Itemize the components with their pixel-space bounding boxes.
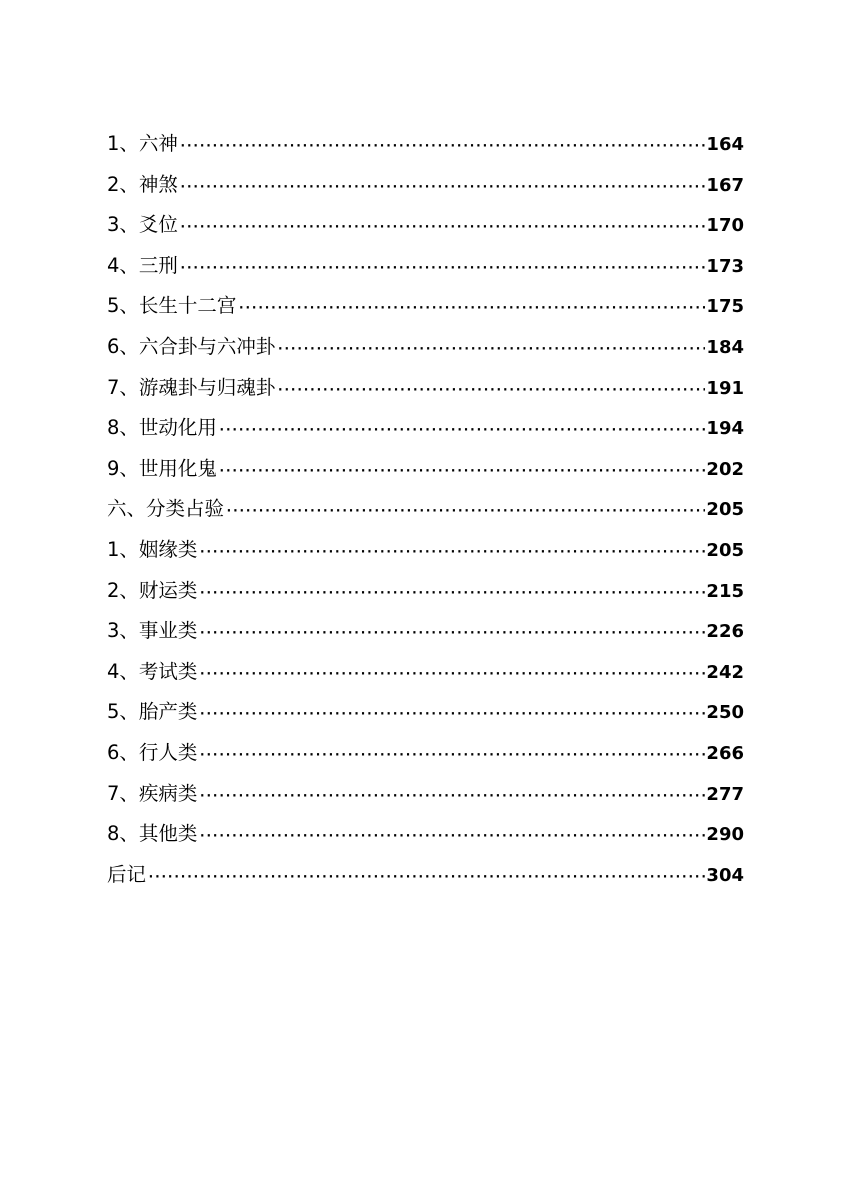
toc-leader-dots [218,452,706,493]
toc-entry-title: 六、分类占验 [107,497,225,521]
toc-leader-dots [198,777,705,818]
toc-entry-page: 277 [706,783,744,805]
toc-entry-title: 4、三刑 [107,253,178,277]
toc-leader-dots [237,289,705,330]
toc-entry-page: 290 [706,824,744,846]
toc-entry-title: 9、世用化鬼 [107,456,217,480]
toc-leader-dots [276,371,705,412]
toc-entry-page: 205 [706,499,744,521]
toc-entry-page: 164 [706,134,744,155]
toc-entry [107,814,744,855]
toc-entry-page: 205 [706,539,744,561]
toc-leader-dots [276,330,705,371]
toc-entry-title: 4、考试类 [107,659,198,683]
toc-entry [107,855,744,896]
toc-entry-page: 242 [706,661,744,683]
toc-leader-dots [198,574,705,615]
toc-entry [107,571,744,612]
toc-entry-page: 266 [706,742,744,764]
toc-entry-page: 175 [706,296,744,318]
toc-entry [107,530,744,571]
toc-entry-page: 202 [706,458,744,480]
toc-leader-dots [198,655,705,696]
toc-entry-title: 5、胎产类 [107,700,198,724]
toc-entry-page: 215 [706,580,744,602]
toc-entry-title: 6、行人类 [107,740,198,764]
toc-entry-title: 8、世动化用 [107,416,217,440]
toc-entry [107,692,744,733]
toc-entry [107,368,744,409]
toc-entry-page: 304 [706,864,744,886]
toc-leader-dots [225,492,705,533]
toc-entry-title: 6、六合卦与六冲卦 [107,334,276,358]
toc-entry-title: 5、长生十二宫 [107,294,237,318]
toc-entry-title: 8、其他类 [107,822,198,846]
toc-entry [107,246,744,287]
toc-entry [107,286,744,327]
toc-entry-page: 173 [706,255,744,277]
toc-leader-dots [198,817,705,858]
toc-section-heading [107,489,744,530]
toc-entry-page: 170 [706,215,744,237]
toc-entry-page: 184 [706,336,744,358]
toc-entry-page: 194 [706,418,744,440]
toc-entry [107,205,744,246]
toc-leader-dots [179,249,706,290]
toc-entry [107,774,744,815]
toc-entry [107,327,744,368]
toc-entry-page: 226 [706,621,744,643]
toc-entry [107,124,744,165]
toc-entry [107,449,744,490]
toc-leader-dots [179,127,706,168]
toc-entry-title: 1、六神 [107,132,178,155]
toc-entry-title: 2、神煞 [107,172,178,196]
toc-entry [107,408,744,449]
toc-leader-dots [198,736,705,777]
toc-entry-title: 7、游魂卦与归魂卦 [107,375,276,399]
toc-entry [107,733,744,774]
toc-entry-title: 2、财运类 [107,578,198,602]
toc-entry-title: 3、事业类 [107,619,198,643]
toc-entry [107,611,744,652]
toc-entry-page: 167 [706,174,744,196]
toc-leader-dots [179,168,706,209]
table-of-contents [107,124,744,895]
toc-entry-title: 后记 [107,862,147,886]
toc-entry-page: 250 [706,702,744,724]
toc-entry-title: 7、疾病类 [107,781,198,805]
toc-entry [107,165,744,206]
toc-leader-dots [218,411,706,452]
toc-entry-title: 3、爻位 [107,213,178,237]
toc-leader-dots [198,533,705,574]
toc-leader-dots [147,858,705,899]
toc-entry [107,652,744,693]
toc-leader-dots [179,208,706,249]
toc-leader-dots [198,614,705,655]
toc-entry-title: 1、姻缘类 [107,537,198,561]
toc-entry-page: 191 [706,377,744,399]
toc-leader-dots [198,695,705,736]
